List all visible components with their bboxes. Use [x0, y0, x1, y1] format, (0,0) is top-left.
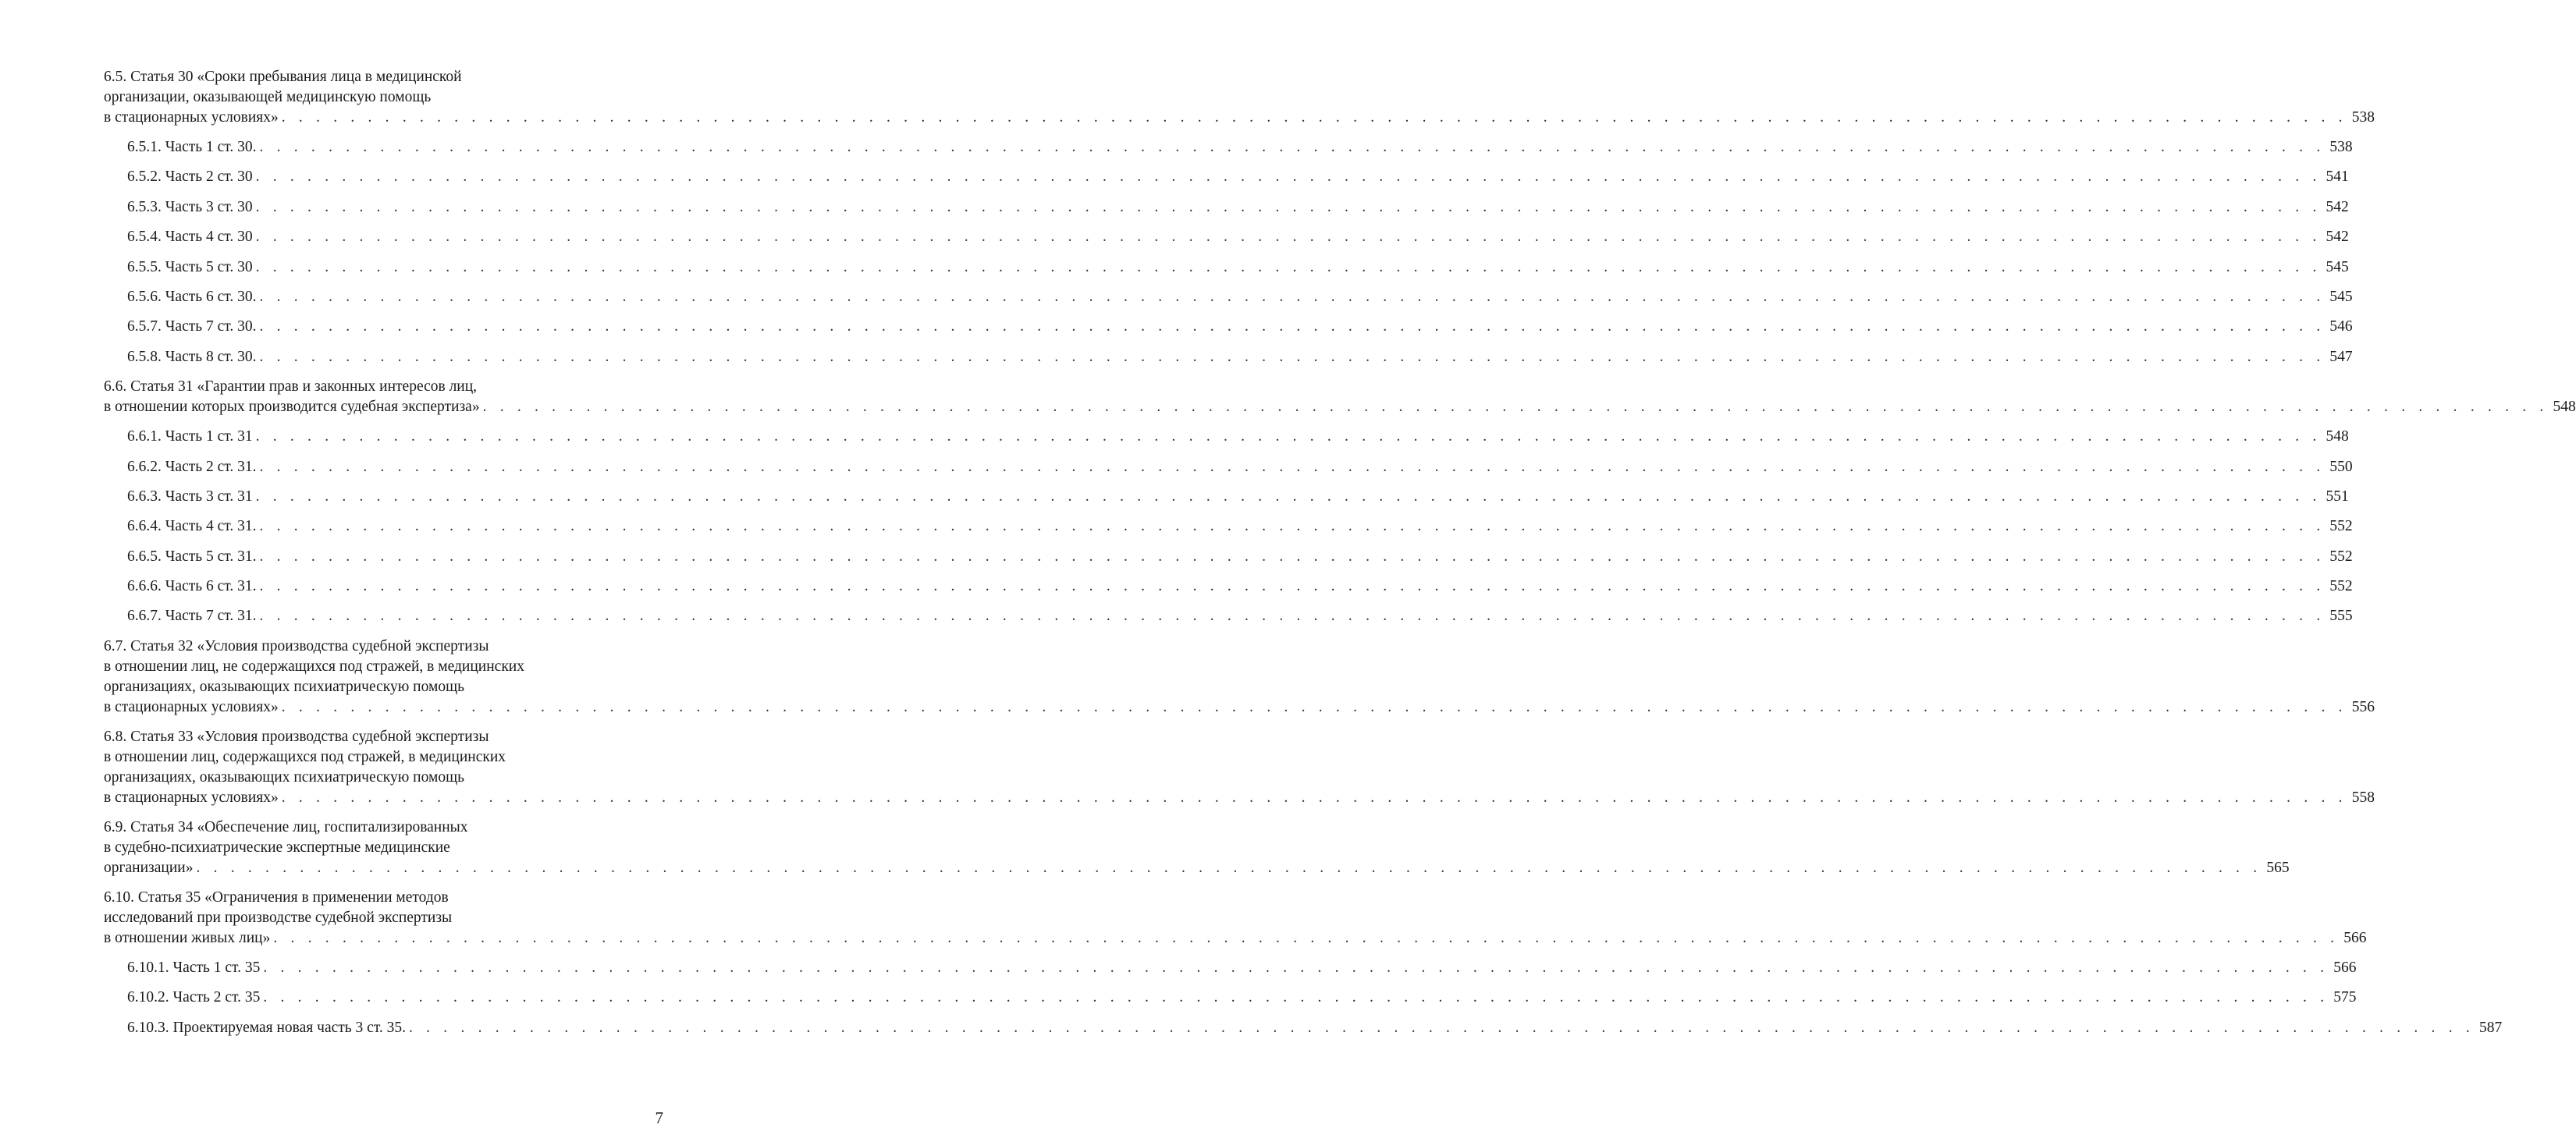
dot-leader: . . . . . . . . . . . . . . . . . . . . . . . . . . . . . . . . . . . . . . . . . . . . . . . . . . . . . . . . . . . . . . . . . . . . . . . . . . . . . . . . . . . . . . . . . . . . . . . . . . . . . . . . . . . . . . . . . . . . . . . . [259, 458, 2326, 475]
toc-entry-page-number: 566 [2333, 959, 2357, 976]
toc-entry-page-number: 545 [2326, 258, 2349, 275]
toc-entry-title-line: 6.5.2. Часть 2 ст. 30 [127, 168, 253, 186]
toc-subsection-entry[interactable] [127, 427, 2349, 447]
dot-leader: . . . . . . . . . . . . . . . . . . . . . . . . . . . . . . . . . . . . . . . . . . . . . . . . . . . . . . . . . . . . . . . . . . . . . . . . . . . . . . . . . . . . . . . . . . . . . . . . . . . . . . . . . . . . . . . . . . . . . . . . [281, 109, 2347, 126]
toc-subsection-entry[interactable] [127, 287, 2353, 307]
toc-subsection-entry[interactable] [127, 347, 2353, 367]
toc-entry-page-number: 551 [2326, 488, 2349, 505]
toc-subsection-entry[interactable] [127, 516, 2353, 537]
toc-entry-page-number: 552 [2329, 518, 2353, 535]
dot-leader: . . . . . . . . . . . . . . . . . . . . . . . . . . . . . . . . . . . . . . . . . . . . . . . . . . . . . . . . . . . . . . . . . . . . . . . . . . . . . . . . . . . . . . . . . . . . . . . . . . . . . . . . . . . . . . . . . . . . . . . . [273, 929, 2340, 946]
toc-section-entry[interactable] [104, 888, 2367, 949]
toc-entry-title-line: в отношении лиц, не содержащихся под стражей, в медицинских [104, 658, 524, 675]
dot-leader: . . . . . . . . . . . . . . . . . . . . . . . . . . . . . . . . . . . . . . . . . . . . . . . . . . . . . . . . . . . . . . . . . . . . . . . . . . . . . . . . . . . . . . . . . . . . . . . . . . . . . . . . . . . . . . . . . . . . . . . . [263, 959, 2329, 976]
dot-leader: . . . . . . . . . . . . . . . . . . . . . . . . . . . . . . . . . . . . . . . . . . . . . . . . . . . . . . . . . . . . . . . . . . . . . . . . . . . . . . . . . . . . . . . . . . . . . . . . . . . . . . . . . . . . . . . . . . . . . . . . [196, 859, 2262, 876]
toc-entry-page-number: 538 [2329, 139, 2353, 155]
toc-subsection-entry[interactable] [127, 1018, 2503, 1038]
toc-subsection-entry[interactable] [127, 606, 2353, 626]
toc-entry-title-line: 6.5.7. Часть 7 ст. 30. [127, 318, 257, 335]
toc-entry-title-line: 6.10.3. Проектируемая новая часть 3 ст. 35. [127, 1019, 406, 1036]
toc-entry-title-line: 6.5.1. Часть 1 ст. 30. [127, 139, 257, 155]
dot-leader: . . . . . . . . . . . . . . . . . . . . . . . . . . . . . . . . . . . . . . . . . . . . . . . . . . . . . . . . . . . . . . . . . . . . . . . . . . . . . . . . . . . . . . . . . . . . . . . . . . . . . . . . . . . . . . . . . . . . . . . . [259, 608, 2326, 625]
toc-entry-title-line: в стационарных условиях» [104, 698, 279, 715]
toc-subsection-entry[interactable] [127, 227, 2349, 247]
dot-leader: . . . . . . . . . . . . . . . . . . . . . . . . . . . . . . . . . . . . . . . . . . . . . . . . . . . . . . . . . . . . . . . . . . . . . . . . . . . . . . . . . . . . . . . . . . . . . . . . . . . . . . . . . . . . . . . . . . . . . . . . [255, 198, 2322, 215]
toc-entry-title-line: в отношении живых лиц» [104, 929, 271, 946]
page-number: 7 [655, 1108, 663, 1127]
toc-entry-title-line: 6.6.4. Часть 4 ст. 31. [127, 518, 257, 535]
toc-section-entry[interactable] [104, 727, 2375, 808]
toc-entry-page-number: 546 [2329, 318, 2353, 335]
dot-leader: . . . . . . . . . . . . . . . . . . . . . . . . . . . . . . . . . . . . . . . . . . . . . . . . . . . . . . . . . . . . . . . . . . . . . . . . . . . . . . . . . . . . . . . . . . . . . . . . . . . . . . . . . . . . . . . . . . . . . . . . [259, 318, 2326, 335]
toc-entry-title-line: 6.5.6. Часть 6 ст. 30. [127, 288, 257, 305]
toc-entry-page-number: 548 [2553, 399, 2576, 416]
toc-section-entry[interactable] [104, 818, 2290, 878]
toc-entry-title-line: 6.6.6. Часть 6 ст. 31. [127, 578, 257, 595]
toc-subsection-entry[interactable] [127, 547, 2353, 567]
toc-entry-page-number: 575 [2333, 989, 2357, 1006]
dot-leader: . . . . . . . . . . . . . . . . . . . . . . . . . . . . . . . . . . . . . . . . . . . . . . . . . . . . . . . . . . . . . . . . . . . . . . . . . . . . . . . . . . . . . . . . . . . . . . . . . . . . . . . . . . . . . . . . . . . . . . . . [409, 1019, 2475, 1036]
toc-entry-title-line: исследований при производстве судебной экспертизы [104, 909, 453, 926]
toc-entry-page-number: 552 [2329, 548, 2353, 565]
dot-leader: . . . . . . . . . . . . . . . . . . . . . . . . . . . . . . . . . . . . . . . . . . . . . . . . . . . . . . . . . . . . . . . . . . . . . . . . . . . . . . . . . . . . . . . . . . . . . . . . . . . . . . . . . . . . . . . . . . . . . . . . [259, 348, 2326, 365]
dot-leader: . . . . . . . . . . . . . . . . . . . . . . . . . . . . . . . . . . . . . . . . . . . . . . . . . . . . . . . . . . . . . . . . . . . . . . . . . . . . . . . . . . . . . . . . . . . . . . . . . . . . . . . . . . . . . . . . . . . . . . . . [259, 139, 2326, 155]
toc-entry-title-line: 6.6.7. Часть 7 ст. 31. [127, 608, 257, 625]
toc-entry-title-line: 6.10. Статья 35 «Ограничения в применении методов [104, 888, 449, 906]
dot-leader: . . . . . . . . . . . . . . . . . . . . . . . . . . . . . . . . . . . . . . . . . . . . . . . . . . . . . . . . . . . . . . . . . . . . . . . . . . . . . . . . . . . . . . . . . . . . . . . . . . . . . . . . . . . . . . . . . . . . . . . . [281, 698, 2347, 715]
dot-leader: . . . . . . . . . . . . . . . . . . . . . . . . . . . . . . . . . . . . . . . . . . . . . . . . . . . . . . . . . . . . . . . . . . . . . . . . . . . . . . . . . . . . . . . . . . . . . . . . . . . . . . . . . . . . . . . . . . . . . . . . [255, 168, 2322, 186]
toc-entry-page-number: 541 [2326, 168, 2349, 186]
toc-entry-page-number: 550 [2329, 458, 2353, 475]
toc-entry-title-line: 6.8. Статья 33 «Условия производства судебной экспертизы [104, 728, 489, 745]
toc-entry-page-number: 552 [2329, 578, 2353, 595]
dot-leader: . . . . . . . . . . . . . . . . . . . . . . . . . . . . . . . . . . . . . . . . . . . . . . . . . . . . . . . . . . . . . . . . . . . . . . . . . . . . . . . . . . . . . . . . . . . . . . . . . . . . . . . . . . . . . . . . . . . . . . . . [259, 548, 2326, 565]
toc-entry-title-line: 6.10.2. Часть 2 ст. 35 [127, 989, 261, 1006]
toc-entry-title-line: 6.5. Статья 30 «Сроки пребывания лица в медицинской [104, 69, 462, 85]
toc-entry-title-line: 6.5.3. Часть 3 ст. 30 [127, 198, 253, 215]
toc-entry-page-number: 587 [2478, 1019, 2503, 1036]
toc-subsection-entry[interactable] [127, 167, 2349, 187]
toc-entry-title-line: 6.9. Статья 34 «Обеспечение лиц, госпитализированных [104, 818, 468, 835]
dot-leader: . . . . . . . . . . . . . . . . . . . . . . . . . . . . . . . . . . . . . . . . . . . . . . . . . . . . . . . . . . . . . . . . . . . . . . . . . . . . . . . . . . . . . . . . . . . . . . . . . . . . . . . . . . . . . . . . . . . . . . . . [259, 518, 2326, 535]
toc-entry-page-number: 555 [2329, 608, 2353, 625]
toc-entry-title-line: 6.6.2. Часть 2 ст. 31. [127, 458, 257, 475]
dot-leader: . . . . . . . . . . . . . . . . . . . . . . . . . . . . . . . . . . . . . . . . . . . . . . . . . . . . . . . . . . . . . . . . . . . . . . . . . . . . . . . . . . . . . . . . . . . . . . . . . . . . . . . . . . . . . . . . . . . . . . . . [281, 789, 2347, 806]
toc-subsection-entry[interactable] [127, 958, 2357, 978]
toc-section-entry[interactable] [104, 67, 2375, 128]
toc-entry-page-number: 547 [2329, 348, 2353, 365]
toc-entry-title-line: в судебно-психиатрические экспертные медицинские [104, 839, 450, 856]
toc-entry-title-line: в стационарных условиях» [104, 789, 279, 806]
toc-entry-page-number: 566 [2343, 929, 2367, 946]
toc-entry-title-line: организации, оказывающей медицинскую помощь [104, 89, 432, 105]
toc-subsection-entry[interactable] [127, 576, 2353, 597]
toc-entry-title-line: 6.6.1. Часть 1 ст. 31 [127, 428, 253, 445]
toc-entry-page-number: 545 [2329, 288, 2353, 305]
toc-subsection-entry[interactable] [127, 257, 2349, 278]
toc-subsection-entry[interactable] [127, 457, 2353, 477]
toc-entry-title-line: организациях, оказывающих психиатрическую помощь [104, 768, 464, 786]
toc-entry-title-line: 6.7. Статья 32 «Условия производства судебной экспертизы [104, 637, 489, 654]
toc-entry-title-line: 6.5.8. Часть 8 ст. 30. [127, 348, 257, 365]
toc-subsection-entry[interactable] [127, 988, 2357, 1008]
dot-leader: . . . . . . . . . . . . . . . . . . . . . . . . . . . . . . . . . . . . . . . . . . . . . . . . . . . . . . . . . . . . . . . . . . . . . . . . . . . . . . . . . . . . . . . . . . . . . . . . . . . . . . . . . . . . . . . . . . . . . . . . [255, 229, 2322, 246]
toc-section-entry[interactable] [104, 637, 2375, 718]
toc-entry-page-number: 548 [2326, 428, 2349, 445]
dot-leader: . . . . . . . . . . . . . . . . . . . . . . . . . . . . . . . . . . . . . . . . . . . . . . . . . . . . . . . . . . . . . . . . . . . . . . . . . . . . . . . . . . . . . . . . . . . . . . . . . . . . . . . . . . . . . . . . . . . . . . . . [263, 989, 2329, 1006]
dot-leader: . . . . . . . . . . . . . . . . . . . . . . . . . . . . . . . . . . . . . . . . . . . . . . . . . . . . . . . . . . . . . . . . . . . . . . . . . . . . . . . . . . . . . . . . . . . . . . . . . . . . . . . . . . . . . . . . . . . . . . . . [255, 488, 2322, 505]
toc-entry-title-line: 6.6.3. Часть 3 ст. 31 [127, 488, 253, 505]
toc-entry-title-line: в стационарных условиях» [104, 109, 279, 126]
toc-subsection-entry[interactable] [127, 137, 2353, 158]
toc-entry-title-line: организации» [104, 859, 194, 876]
toc-entry-page-number: 565 [2266, 859, 2290, 876]
dot-leader: . . . . . . . . . . . . . . . . . . . . . . . . . . . . . . . . . . . . . . . . . . . . . . . . . . . . . . . . . . . . . . . . . . . . . . . . . . . . . . . . . . . . . . . . . . . . . . . . . . . . . . . . . . . . . . . . . . . . . . . . [255, 258, 2322, 275]
toc-entry-page-number: 558 [2351, 789, 2375, 806]
toc-entry-page-number: 542 [2326, 198, 2349, 215]
toc-entry-title-line: организациях, оказывающих психиатрическую помощь [104, 678, 464, 695]
toc-entry-page-number: 556 [2351, 698, 2375, 715]
toc-section-entry[interactable] [104, 377, 2576, 417]
toc-entry-title-line: в отношении которых производится судебная экспертиза» [104, 399, 480, 416]
dot-leader: . . . . . . . . . . . . . . . . . . . . . . . . . . . . . . . . . . . . . . . . . . . . . . . . . . . . . . . . . . . . . . . . . . . . . . . . . . . . . . . . . . . . . . . . . . . . . . . . . . . . . . . . . . . . . . . . . . . . . . . . [255, 428, 2322, 445]
toc-entry-title-line: 6.10.1. Часть 1 ст. 35 [127, 959, 261, 976]
toc-entry-title-line: в отношении лиц, содержащихся под стражей, в медицинских [104, 748, 506, 765]
toc-entry-title-line: 6.5.4. Часть 4 ст. 30 [127, 229, 253, 246]
toc-entry-title-line: 6.6. Статья 31 «Гарантии прав и законных интересов лиц, [104, 378, 478, 395]
table-of-contents [104, 67, 2576, 1048]
dot-leader: . . . . . . . . . . . . . . . . . . . . . . . . . . . . . . . . . . . . . . . . . . . . . . . . . . . . . . . . . . . . . . . . . . . . . . . . . . . . . . . . . . . . . . . . . . . . . . . . . . . . . . . . . . . . . . . . . . . . . . . . [259, 578, 2326, 595]
dot-leader: . . . . . . . . . . . . . . . . . . . . . . . . . . . . . . . . . . . . . . . . . . . . . . . . . . . . . . . . . . . . . . . . . . . . . . . . . . . . . . . . . . . . . . . . . . . . . . . . . . . . . . . . . . . . . . . . . . . . . . . . [482, 399, 2549, 416]
toc-entry-title-line: 6.6.5. Часть 5 ст. 31. [127, 548, 257, 565]
dot-leader: . . . . . . . . . . . . . . . . . . . . . . . . . . . . . . . . . . . . . . . . . . . . . . . . . . . . . . . . . . . . . . . . . . . . . . . . . . . . . . . . . . . . . . . . . . . . . . . . . . . . . . . . . . . . . . . . . . . . . . . . [259, 288, 2326, 305]
toc-subsection-entry[interactable] [127, 197, 2349, 218]
toc-entry-title-line: 6.5.5. Часть 5 ст. 30 [127, 258, 253, 275]
toc-entry-page-number: 542 [2326, 229, 2349, 246]
toc-subsection-entry[interactable] [127, 317, 2353, 337]
toc-subsection-entry[interactable] [127, 487, 2349, 507]
toc-entry-page-number: 538 [2351, 109, 2375, 126]
